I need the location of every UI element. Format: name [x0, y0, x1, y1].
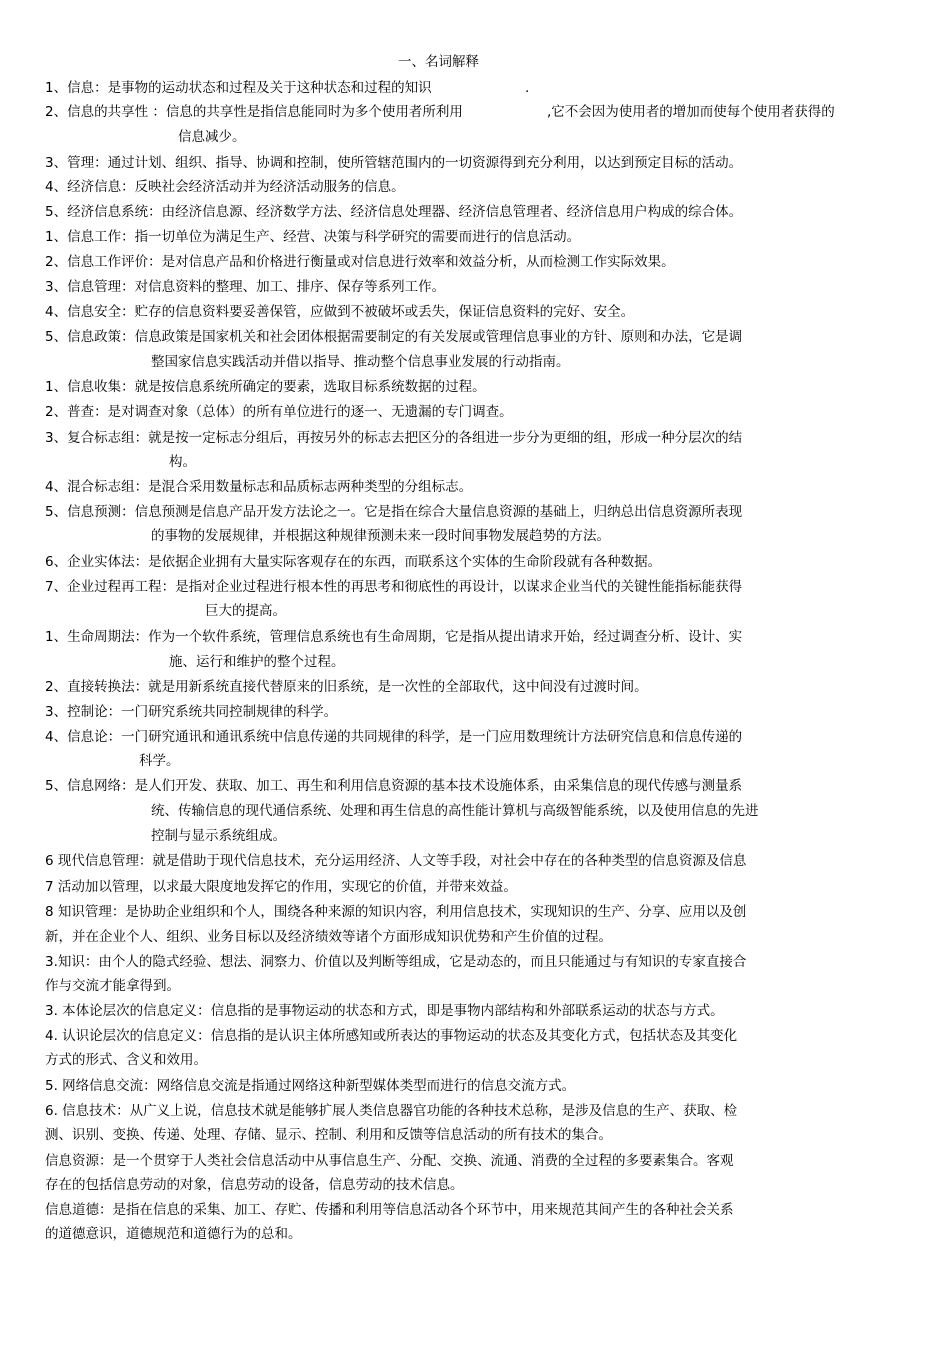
page-title: 一、名词解释 [398, 54, 479, 70]
line-text: 控制与显示系统组成。 [151, 828, 286, 844]
line-text-tail: . [525, 80, 530, 96]
line-text: 4、信息论：一门研究通讯和通讯系统中信息传递的共同规律的科学，是一门应用数理统计方法研究信息和信息传递的 [45, 729, 743, 745]
line-text: 5、信息预测：信息预测是信息产品开发方法论之一。它是指在综合大量信息资源的基础上，归纳总出信息资源所表现 [45, 504, 743, 520]
line-text: 3. 本体论层次的信息定义：信息指的是事物运动的状态和方式，即是事物内部结构和外部联系运动的状态与方式。 [45, 1003, 724, 1019]
line-text: 5、信息政策：信息政策是国家机关和社会团体根据需要制定的有关发展或管理信息事业的方针、原则和办法，它是调 [45, 329, 743, 345]
line-text: 3.知识：由个人的隐式经验、想法、洞察力、价值以及判断等组成，它是动态的，而且只能通过与有知识的专家直接合 [45, 954, 747, 970]
line-text: 8 知识管理：是协助企业组织和个人，围绕各种来源的知识内容，利用信息技术，实现知识的生产、分享、应用以及创 [45, 904, 747, 920]
line-text: 3、控制论：一门研究系统共同控制规律的科学。 [45, 704, 338, 720]
line-text: 1、信息收集：就是按信息系统所确定的要素，选取目标系统数据的过程。 [45, 379, 486, 395]
line-text: 新，并在企业个人、组织、业务目标以及经济绩效等诸个方面形成知识优势和产生价值的过程。 [45, 929, 612, 945]
line-text: 3、复合标志组：就是按一定标志分组后，再按另外的标志去把区分的各组进一步分为更细的组，形成一种分层次的结 [45, 430, 743, 446]
line-text: 方式的形式、含义和效用。 [45, 1052, 207, 1068]
line-text: 1、生命周期法：作为一个软件系统，管理信息系统也有生命周期，它是指从提出请求开始，经过调查分析、设计、实 [45, 629, 743, 645]
line-text: 科学。 [139, 753, 180, 769]
line-text: 4、混合标志组：是混合采用数量标志和品质标志两种类型的分组标志。 [45, 479, 473, 495]
line-text: 4. 认识论层次的信息定义：信息指的是认识主体所感知或所表达的事物运动的状态及其变化方式，包括状态及其变化 [45, 1028, 738, 1044]
line-text: 7、企业过程再工程：是指对企业过程进行根本性的再思考和彻底性的再设计，以谋求企业当代的关键性能指标能获得 [45, 579, 743, 595]
line-text: 4、信息安全：贮存的信息资料要妥善保管，应做到不被破坏或丢失，保证信息资料的完好、安全。 [45, 304, 635, 320]
line-text: 5、信息网络：是人们开发、获取、加工、再生和利用信息资源的基本技术设施体系，由采集信息的现代传感与测量系 [45, 778, 743, 794]
line-text: 3、信息管理：对信息资料的整理、加工、排序、保存等系列工作。 [45, 279, 446, 295]
line-text: 6 现代信息管理：就是借助于现代信息技术，充分运用经济、人文等手段，对社会中存在的各种类型的信息资源及信息 [45, 853, 747, 869]
line-text: 2、信息工作评价：是对信息产品和价格进行衡量或对信息进行效率和效益分析，从而检测工作实际效果。 [45, 254, 675, 270]
line-text: 5、经济信息系统：由经济信息源、经济数学方法、经济信息处理器、经济信息管理者、经济信息用户构成的综合体。 [45, 204, 743, 220]
line-text: 测、识别、变换、传递、处理、存储、显示、控制、利用和反馈等信息活动的所有技术的集合。 [45, 1127, 612, 1143]
line-text: 巨大的提高。 [205, 603, 286, 619]
line-text: 信息资源：是一个贯穿于人类社会信息活动中从事信息生产、分配、交换、流通、消费的全过程的多要素集合。客观 [45, 1153, 734, 1169]
line-text: 2、信息的共享性 ：信息的共享性是指信息能同时为多个使用者所利用 [45, 104, 463, 120]
line-text: 存在的包括信息劳动的对象，信息劳动的设备，信息劳动的技术信息。 [45, 1177, 464, 1193]
line-text: 3、管理：通过计划、组织、指导、协调和控制，使所管辖范围内的一切资源得到充分利用，以达到预定目标的活动。 [45, 155, 743, 171]
line-text: 构。 [169, 454, 196, 470]
line-text: 6. 信息技术：从广义上说，信息技术就是能够扩展人类信息器官功能的各种技术总称，是涉及信息的生产、获取、检 [45, 1103, 738, 1119]
line-text: 作与交流才能拿得到。 [45, 978, 180, 994]
line-text: 信息减少。 [178, 129, 246, 145]
line-text: 1、信息：是事物的运动状态和过程及关于这种状态和过程的知识 [45, 80, 432, 96]
line-text: 统、传输信息的现代通信系统、处理和再生信息的高性能计算机与高级智能系统，以及使用信息的先进 [151, 803, 759, 819]
line-text-tail: ,它不会因为使用者的增加而使每个使用者获得的 [547, 104, 835, 120]
line-text: 7 活动加以管理，以求最大限度地发挥它的作用，实现它的价值，并带来效益。 [45, 879, 517, 895]
line-text: 信息道德：是指在信息的采集、加工、存贮、传播和利用等信息活动各个环节中，用来规范其间产生的各种社会关系 [45, 1202, 734, 1218]
line-text: 的事物的发展规律，并根据这种规律预测未来一段时间事物发展趋势的方法。 [151, 528, 610, 544]
line-text: 4、经济信息：反映社会经济活动并为经济活动服务的信息。 [45, 179, 405, 195]
line-text: 施、运行和维护的整个过程。 [169, 654, 345, 670]
line-text: 整国家信息实践活动并借以指导、推动整个信息事业发展的行动指南。 [151, 354, 570, 370]
line-text: 6、企业实体法：是依据企业拥有大量实际客观存在的东西，而联系这个实体的生命阶段就有各种数据。 [45, 554, 662, 570]
line-text: 5. 网络信息交流：网络信息交流是指通过网络这种新型媒体类型而进行的信息交流方式。 [45, 1078, 576, 1094]
line-text: 2、普查：是对调查对象（总体）的所有单位进行的逐一、无遗漏的专门调查。 [45, 404, 513, 420]
line-text: 2、直接转换法：就是用新系统直接代替原来的旧系统，是一次性的全部取代，这中间没有过渡时间。 [45, 679, 648, 695]
line-text: 1、信息工作：指一切单位为满足生产、经营、决策与科学研究的需要而进行的信息活动。 [45, 229, 581, 245]
line-text: 的道德意识，道德规范和道德行为的总和。 [45, 1226, 302, 1242]
